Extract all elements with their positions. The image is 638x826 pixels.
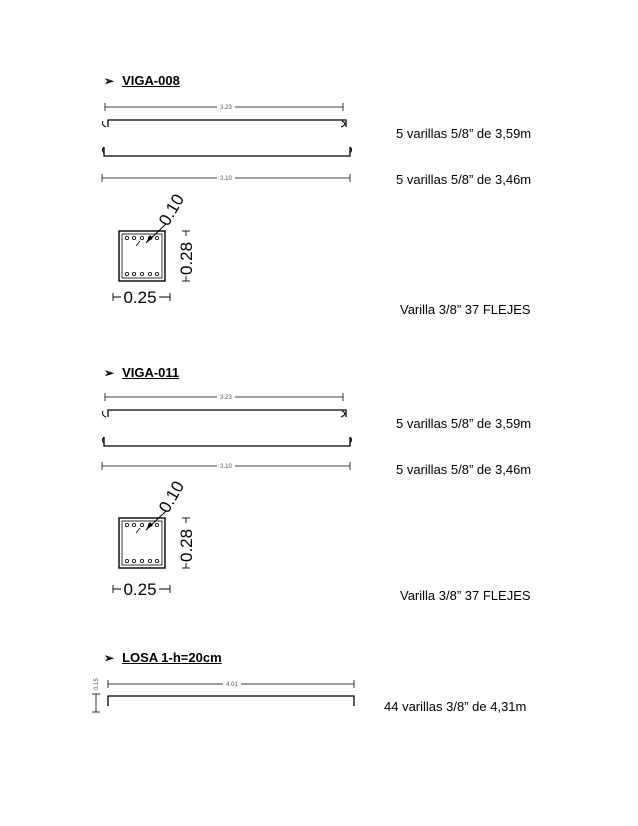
dimension-label-bottom: 3.10 bbox=[220, 176, 232, 182]
arrow-bullet-icon: ➢ bbox=[104, 73, 115, 88]
dimension-label-top: 3.23 bbox=[220, 395, 232, 401]
dimension-label-top: 3.23 bbox=[220, 105, 232, 111]
slab-length-label: 4.01 bbox=[226, 682, 238, 688]
heading-text: VIGA-008 bbox=[122, 73, 180, 88]
section-width-label: 0.25 bbox=[123, 288, 157, 307]
note-top-bars: 5 varillas 5/8” de 3,59m bbox=[396, 416, 532, 431]
arrow-bullet-icon: ➢ bbox=[104, 650, 115, 665]
section-height-label: 0.28 bbox=[177, 528, 196, 562]
heading-text: VIGA-011 bbox=[122, 365, 180, 380]
note-stirrups: Varilla 3/8” 37 FLEJES bbox=[400, 588, 531, 603]
cover-label: 0.10 bbox=[155, 477, 189, 516]
dimension-label-bottom: 3.10 bbox=[220, 464, 232, 470]
section-width-label: 0.25 bbox=[123, 580, 157, 599]
slab-height-dimension bbox=[92, 678, 100, 712]
cover-label: 0.10 bbox=[155, 190, 189, 229]
slab-rebar bbox=[108, 696, 354, 706]
note-bottom-bars: 5 varillas 5/8” de 3,46m bbox=[396, 172, 532, 187]
heading-text: LOSA 1-h=20cm bbox=[122, 650, 222, 665]
section-height-label: 0.28 bbox=[177, 241, 196, 275]
note-top-bars: 5 varillas 5/8” de 3,59m bbox=[396, 126, 532, 141]
note-slab-bars: 44 varillas 3/8” de 4,31m bbox=[384, 699, 527, 714]
arrow-bullet-icon: ➢ bbox=[104, 365, 115, 380]
note-stirrups: Varilla 3/8” 37 FLEJES bbox=[400, 302, 531, 317]
slab-height-label: 0.15 bbox=[94, 678, 100, 690]
note-bottom-bars: 5 varillas 5/8” de 3,46m bbox=[396, 462, 532, 477]
slab-length-dimension bbox=[108, 679, 354, 688]
